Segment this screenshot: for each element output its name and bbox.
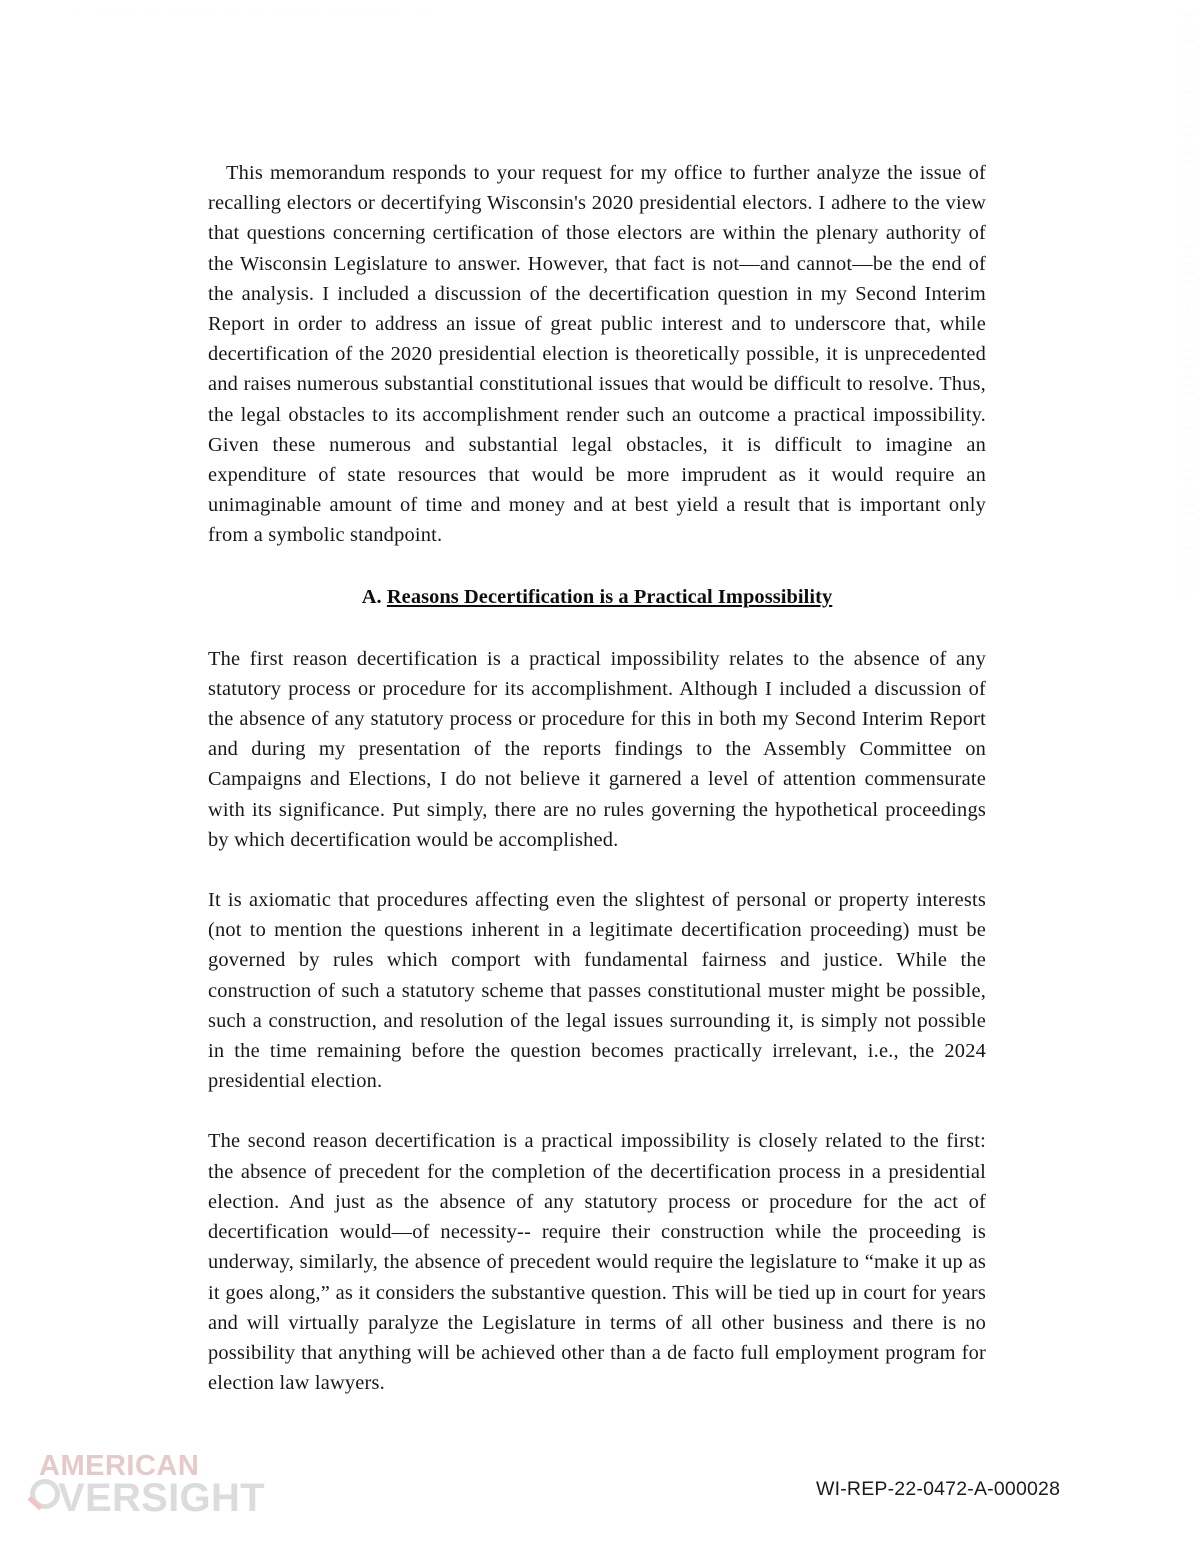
magnifying-glass-icon — [24, 1478, 68, 1530]
section-heading-label: A. — [361, 585, 382, 608]
american-oversight-watermark — [22, 1452, 302, 1544]
section-heading-title: Reasons Decertification is a Practical Impossibility — [386, 585, 833, 608]
scan-artifact-right: ·· ··· ·· ···· ·· ··· ···· ·· ··· ·· ···· ·· ··· ··· ·· ···· ·· ··· ·· ···· ·· ··· ··· ·· ···· ·· ··· ·· ···· ·· ··· ··· ·· ···· ·· ··· ·· ···· ·· ··· ··· ·· ···· ·· ··· ·· ···· ·· ··· ··· ·· ···· ·· ··· ·· ···· ·· ··· ··· ·· ···· ·· ··· ·· ···· ·· ··· ··· ·· ···· ·· ··· ·· ···· ·· ··· ··· ·· ···· ·· ··· ·· ···· ·· ··· ··· ·· ···· ·· ··· ·· ···· ·· ··· ··· ·· ···· ·· ··· ·· ···· ·· ··· ··· ·· ···· ·· ··· ·· ···· ·· ··· — [1182, 12, 1196, 604]
paragraph-2: The first reason decertification is a practical impossibility relates to the absence of any statutory process or procedure for its accomplishment. Although I included a discussion of the absence of any statutory process or procedure for this in both my Second Interim Report and during my presentation of the reports findings to the Assembly Committee on Campaigns and Elections, I do not believe it garnered a level of attention commensurate with its significance. Put simply, there are no rules governing the hypothetical proceedings by which decertification would be accomplished. — [208, 647, 986, 851]
paragraph-1: This memorandum responds to your request for my office to further analyze the issue of recalling electors or decertifying Wisconsin's 2020 presidential electors. I adhere to the view that questions concerning certification of those electors are within the plenary authority of the Wisconsin Legislature to answer. However, that fact is not—and cannot—be the end of the analysis. I included a discussion of the decertification question in my Second Interim Report in order to address an issue of great public interest and to underscore that, while decertification of the 2020 presidential election is theoretically possible, it is unprecedented and raises numerous substantial constitutional issues that would be difficult to resolve. Thus, the legal obstacles to its accomplishment render such an outcome a practical impossibility. Given these numerous and substantial legal obstacles, it is difficult to imagine an expenditure of state resources that would be more imprudent as it would require an unimaginable amount of time and money and at best yield a result that is important only from a symbolic standpoint. — [208, 162, 986, 547]
paragraph-4: The second reason decertification is a practical impossibility is closely related to the first: the absence of precedent for the completion of the decertification process in a presidential election. And just as the absence of any statutory process or procedure for the act of decertification would—of necessity-- require their construction while the proceeding is underway, similarly, the absence of precedent would require the legislature to “make it up as it goes along,” as it considers the substantive question. This will be tied up in court for years and will virtually paralyze the Legislature in terms of all other business and there is no possibility that anything will be achieved other than a de facto full employment program for election law lawyers. — [208, 1130, 986, 1395]
watermark-line-american: AMERICAN — [39, 1450, 200, 1482]
bates-number: WI-REP-22-0472-A-000028 — [816, 1478, 1061, 1500]
magnifying-glass-handle — [27, 1496, 42, 1510]
section-heading — [208, 583, 986, 611]
scan-artifact-top: · · ········ ···· ·········· ···· · ·· ······ ··· ········ ······ · ···· — [78, 4, 437, 13]
document-body — [208, 158, 986, 1428]
magnifying-glass-ring — [30, 1479, 60, 1509]
watermark-line-oversight: VERSIGHT — [58, 1476, 265, 1520]
paragraph-3: It is axiomatic that procedures affecting even the slightest of personal or property interests (not to mention the questions inherent in a legitimate decertification proceeding) must be governed by rules which comport with fundamental fairness and justice. While the construction of such a statutory scheme that passes constitutional muster might be possible, such a construction, and resolution of the legal issues surrounding it, is simply not possible in the time remaining before the question becomes practically irrelevant, i.e., the 2024 presidential election. — [208, 889, 986, 1093]
